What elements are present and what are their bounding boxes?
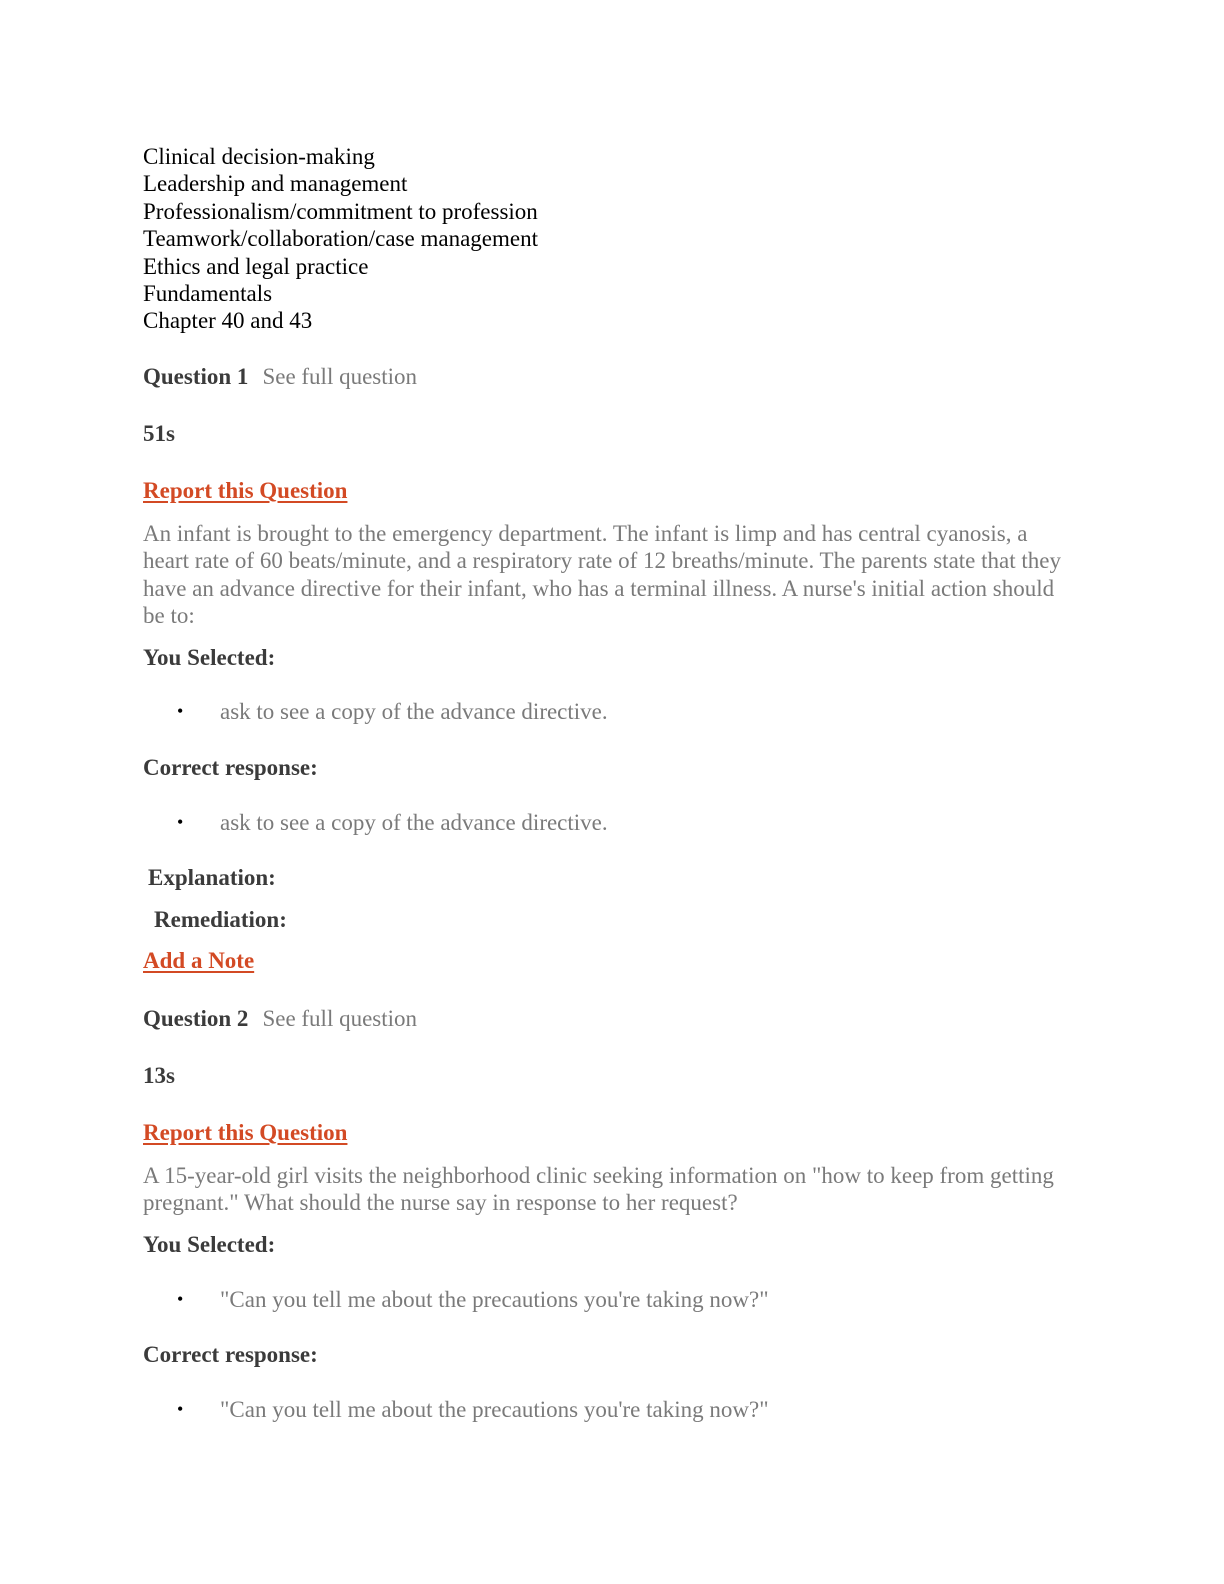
bullet-icon: • bbox=[177, 1289, 184, 1309]
report-question-link[interactable]: Report this Question bbox=[143, 478, 348, 503]
correct-answer: ask to see a copy of the advance directive. bbox=[220, 810, 608, 835]
bullet-icon: • bbox=[177, 812, 184, 832]
topic-item: Professionalism/commitment to profession bbox=[143, 198, 538, 224]
add-note-link[interactable]: Add a Note bbox=[143, 948, 255, 973]
explanation-label: Explanation: bbox=[148, 865, 276, 890]
question-time: 51s bbox=[143, 421, 175, 446]
topic-item: Leadership and management bbox=[143, 171, 408, 197]
question-text: An infant is brought to the emergency department. The infant is limp and has central cyanosis, a heart rate of 60 beats/minute, and a respiratory rate of 12 breaths/minute. The parents state that they have an advance directive for their infant, who has a terminal illness. A nurse's initial action should be to: bbox=[143, 521, 1061, 629]
topic-item: Fundamentals bbox=[143, 281, 273, 307]
selected-answer: "Can you tell me about the precautions you're taking now?" bbox=[220, 1287, 769, 1312]
you-selected-label: You Selected: bbox=[143, 1232, 276, 1257]
see-full-question-link[interactable]: See full question bbox=[262, 364, 418, 389]
bullet-icon: • bbox=[177, 701, 184, 721]
correct-response-label: Correct response: bbox=[143, 1342, 318, 1367]
you-selected-label: You Selected: bbox=[143, 645, 276, 670]
topic-item: Chapter 40 and 43 bbox=[143, 308, 313, 334]
topic-item: Clinical decision-making bbox=[143, 144, 375, 169]
bullet-icon: • bbox=[177, 1399, 184, 1419]
question-2-header bbox=[143, 1006, 417, 1032]
question-time: 13s bbox=[143, 1063, 175, 1088]
question-text: A 15-year-old girl visits the neighborhood clinic seeking information on "how to keep from getting pregnant." What should the nurse say in response to her request? bbox=[143, 1163, 1054, 1216]
correct-response-label: Correct response: bbox=[143, 755, 318, 780]
report-question-link[interactable]: Report this Question bbox=[143, 1120, 348, 1145]
question-number: Question 1 bbox=[143, 364, 249, 389]
topic-item: Teamwork/collaboration/case management bbox=[143, 226, 538, 252]
correct-answer: "Can you tell me about the precautions you're taking now?" bbox=[220, 1397, 769, 1422]
selected-answer: ask to see a copy of the advance directive. bbox=[220, 699, 608, 724]
topic-list bbox=[143, 143, 538, 335]
see-full-question-link[interactable]: See full question bbox=[262, 1006, 418, 1031]
topic-item: Ethics and legal practice bbox=[143, 253, 369, 279]
question-number: Question 2 bbox=[143, 1006, 249, 1031]
question-1-header bbox=[143, 364, 417, 390]
remediation-label: Remediation: bbox=[154, 907, 287, 932]
